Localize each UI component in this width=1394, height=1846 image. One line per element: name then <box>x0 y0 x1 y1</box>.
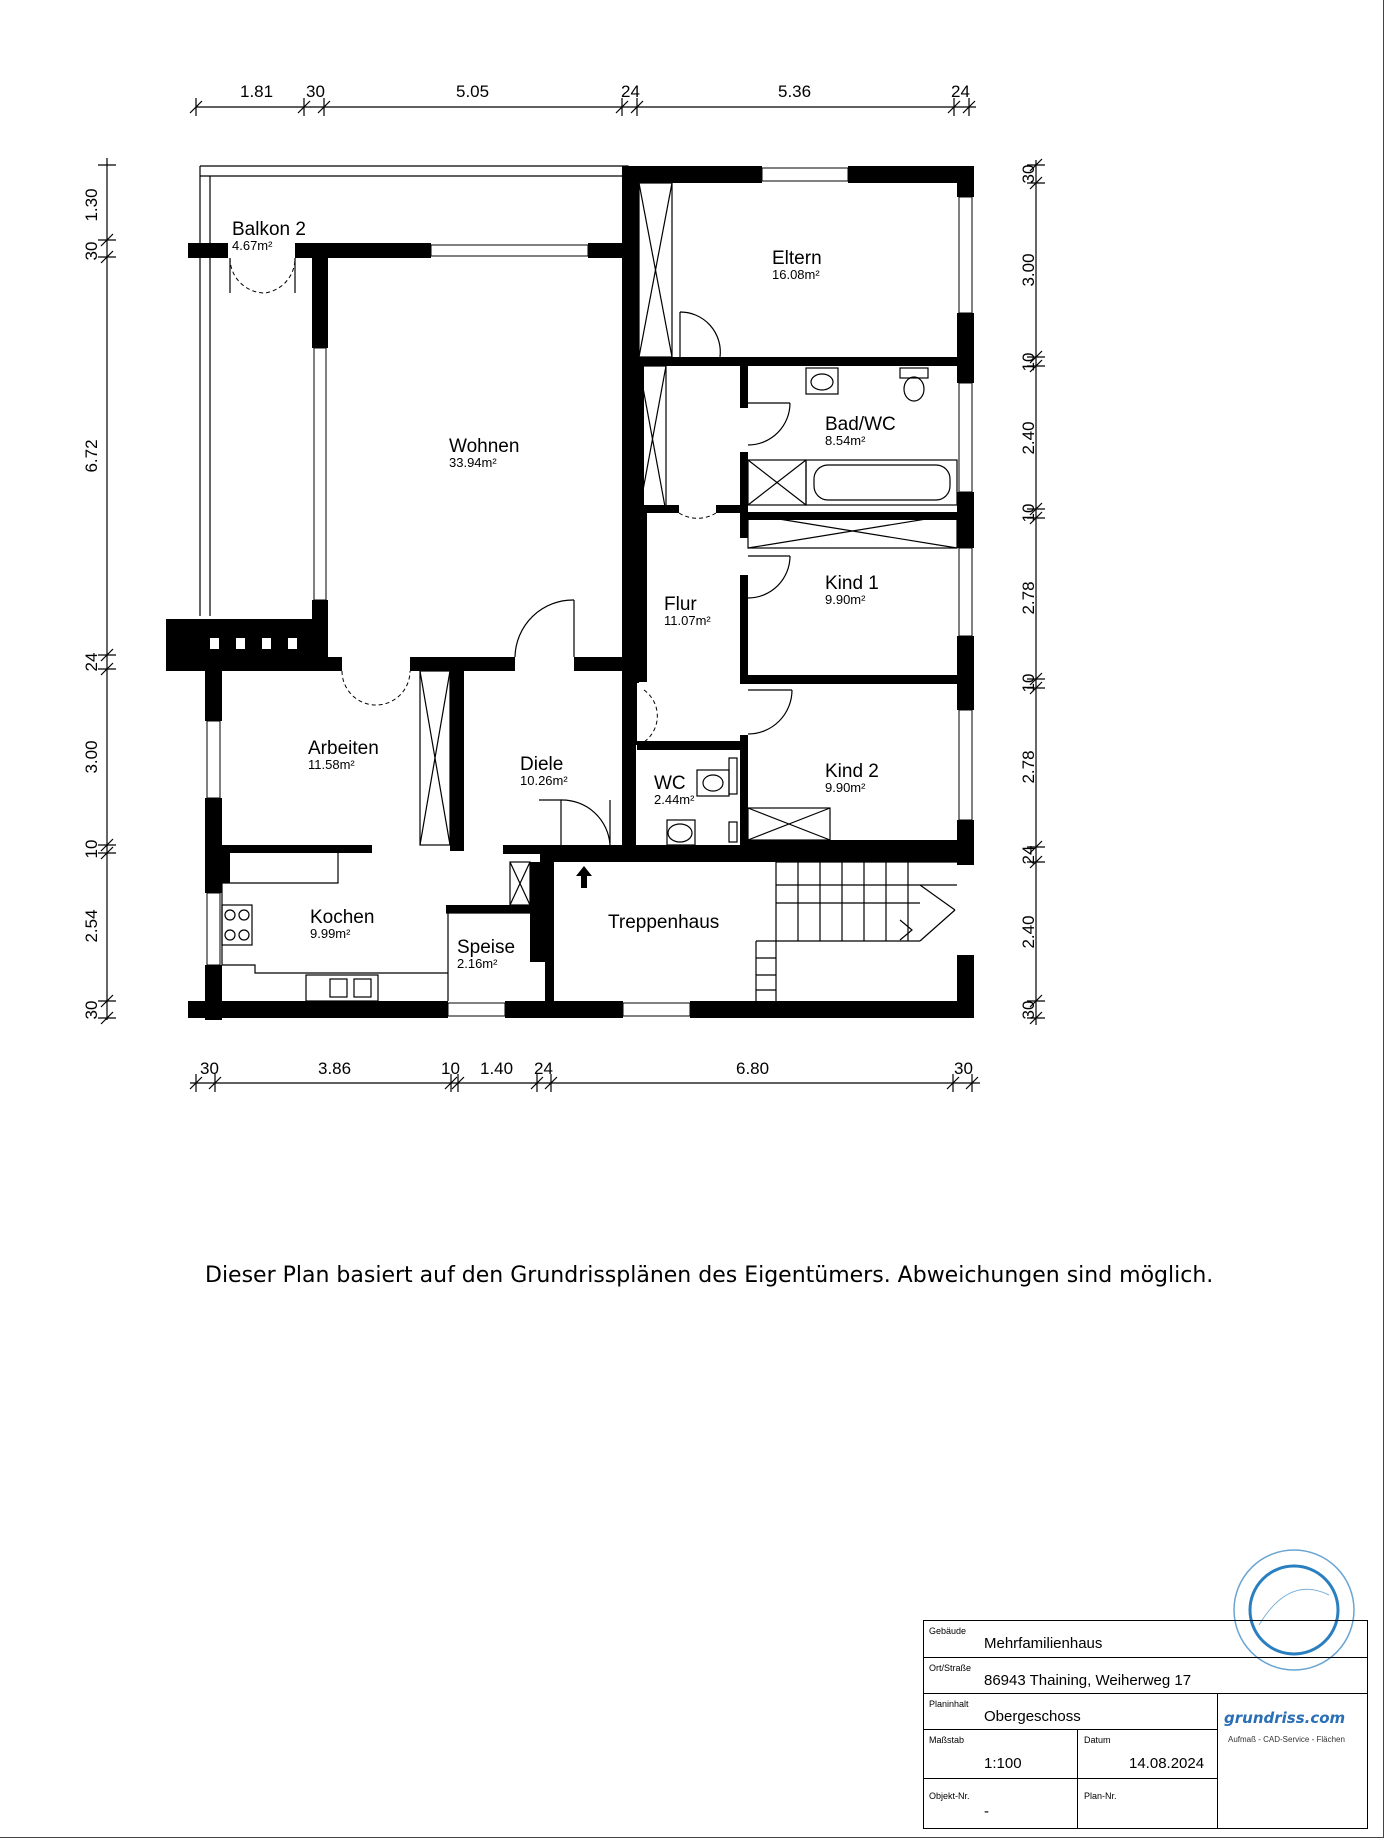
room-wohnen-area: 33.94m² <box>449 455 497 470</box>
room-kochen-area: 9.99m² <box>310 926 351 941</box>
room-speise-area: 2.16m² <box>457 956 498 971</box>
dim-right-6: 2.78 <box>1019 581 1038 615</box>
dim-left-6: 10 <box>82 839 101 859</box>
tb-row-objekt <box>924 1779 1217 1828</box>
dim-top-1: 1.81 <box>240 82 274 101</box>
dim-right-1: 30 <box>1019 164 1038 184</box>
dimension-left <box>82 158 116 1024</box>
dim-top-4: 24 <box>621 82 640 101</box>
logo-tagline: Aufmaß - CAD-Service - Flächen <box>1228 1735 1345 1744</box>
dim-right-8: 2.78 <box>1019 750 1038 784</box>
tb-massstab-value: 1:100 <box>984 1755 1022 1772</box>
room-diele-name: Diele <box>520 754 564 775</box>
room-arbeiten-name: Arbeiten <box>308 738 379 759</box>
room-wc-name: WC <box>654 773 686 794</box>
dim-right-10: 2.40 <box>1019 915 1038 949</box>
dim-bottom-3: 10 <box>441 1059 460 1078</box>
room-flur-area: 11.07m² <box>664 613 711 628</box>
dim-left-1: 1.30 <box>82 188 101 222</box>
dim-bottom-5: 24 <box>534 1059 553 1078</box>
tb-objekt-value: - <box>984 1803 989 1820</box>
tb-objekt-label: Objekt-Nr. <box>929 1791 970 1801</box>
dim-top-5: 5.36 <box>778 82 812 101</box>
tb-row-massstab <box>924 1730 1217 1779</box>
room-kind2 <box>825 761 879 795</box>
tb-gebaeude-label: Gebäude <box>929 1626 967 1636</box>
dim-right-4: 2.40 <box>1019 421 1038 455</box>
dim-left-4: 24 <box>82 652 101 672</box>
room-kind2-name: Kind 2 <box>825 761 879 782</box>
room-kind1 <box>825 573 879 607</box>
room-eltern-area: 16.08m² <box>772 267 820 282</box>
room-kind1-area: 9.90m² <box>825 592 866 607</box>
dim-left-5: 3.00 <box>82 740 101 774</box>
dim-right-7: 10 <box>1019 673 1038 693</box>
dim-right-3: 10 <box>1019 352 1038 372</box>
dim-bottom-7: 30 <box>954 1059 973 1078</box>
tb-row-ort <box>924 1658 1367 1694</box>
room-treppenhaus-name: Treppenhaus <box>608 912 720 933</box>
tb-ort-label: Ort/Straße <box>929 1663 972 1673</box>
tb-massstab-label: Maßstab <box>929 1735 965 1745</box>
room-balkon2-name: Balkon 2 <box>232 219 306 240</box>
room-bad <box>825 414 896 448</box>
tb-ort-value: 86943 Thaining, Weiherweg 17 <box>984 1672 1192 1689</box>
dim-right-11: 30 <box>1019 1000 1038 1020</box>
tb-datum-value: 14.08.2024 <box>1129 1755 1205 1772</box>
room-flur <box>664 594 711 628</box>
dimension-top <box>190 82 976 116</box>
dim-bottom-4: 1.40 <box>480 1059 514 1078</box>
dim-bottom-1: 30 <box>200 1059 219 1078</box>
room-bad-name: Bad/WC <box>825 414 896 435</box>
dim-left-2: 30 <box>82 241 101 261</box>
tb-planinhalt-value: Obergeschoss <box>984 1708 1081 1725</box>
tb-gebaeude-value: Mehrfamilienhaus <box>984 1635 1103 1652</box>
dim-left-8: 30 <box>82 1000 101 1020</box>
tb-plan-label: Plan-Nr. <box>1084 1791 1117 1801</box>
room-kochen-name: Kochen <box>310 907 375 928</box>
room-wohnen <box>449 436 519 470</box>
room-speise <box>457 937 515 971</box>
room-balkon2 <box>232 219 306 253</box>
dim-left-7: 2.54 <box>82 909 101 943</box>
tb-row-gebaeude <box>924 1621 1367 1658</box>
room-eltern <box>772 248 822 282</box>
room-speise-name: Speise <box>457 937 516 958</box>
dim-bottom-2: 3.86 <box>318 1059 352 1078</box>
dim-top-3: 5.05 <box>456 82 490 101</box>
dim-right-5: 10 <box>1019 503 1038 523</box>
room-kochen <box>310 907 374 941</box>
room-eltern-name: Eltern <box>772 248 822 269</box>
dimension-right <box>1019 159 1045 1025</box>
room-arbeiten <box>308 738 379 772</box>
room-flur-name: Flur <box>664 594 697 615</box>
dim-top-6: 24 <box>951 82 970 101</box>
room-diele <box>520 754 568 788</box>
tb-row-planinhalt <box>924 1694 1217 1730</box>
dim-right-2: 3.00 <box>1019 253 1038 287</box>
dim-bottom-6: 6.80 <box>736 1059 770 1078</box>
room-wc-area: 2.44m² <box>654 792 695 807</box>
dimension-bottom <box>190 1059 980 1092</box>
room-wohnen-name: Wohnen <box>449 436 520 457</box>
disclaimer-text: Dieser Plan basiert auf den Grundrissplänen des Eigentümers. Abweichungen sind möglich. <box>205 1263 1214 1288</box>
room-arbeiten-area: 11.58m² <box>308 757 355 772</box>
room-diele-area: 10.26m² <box>520 773 568 788</box>
company-logo <box>1216 1697 1366 1827</box>
dim-left-3: 6.72 <box>82 439 101 473</box>
dim-right-9: 24 <box>1019 845 1038 865</box>
room-treppenhaus <box>608 912 719 933</box>
tb-planinhalt-label: Planinhalt <box>929 1699 969 1709</box>
room-wc <box>654 773 695 807</box>
room-bad-area: 8.54m² <box>825 433 866 448</box>
dim-top-2: 30 <box>306 82 325 101</box>
tb-datum-label: Datum <box>1084 1735 1111 1745</box>
room-balkon2-area: 4.67m² <box>232 238 273 253</box>
logo-brand: grundriss.com <box>1224 1709 1346 1727</box>
room-kind2-area: 9.90m² <box>825 780 866 795</box>
room-kind1-name: Kind 1 <box>825 573 879 594</box>
